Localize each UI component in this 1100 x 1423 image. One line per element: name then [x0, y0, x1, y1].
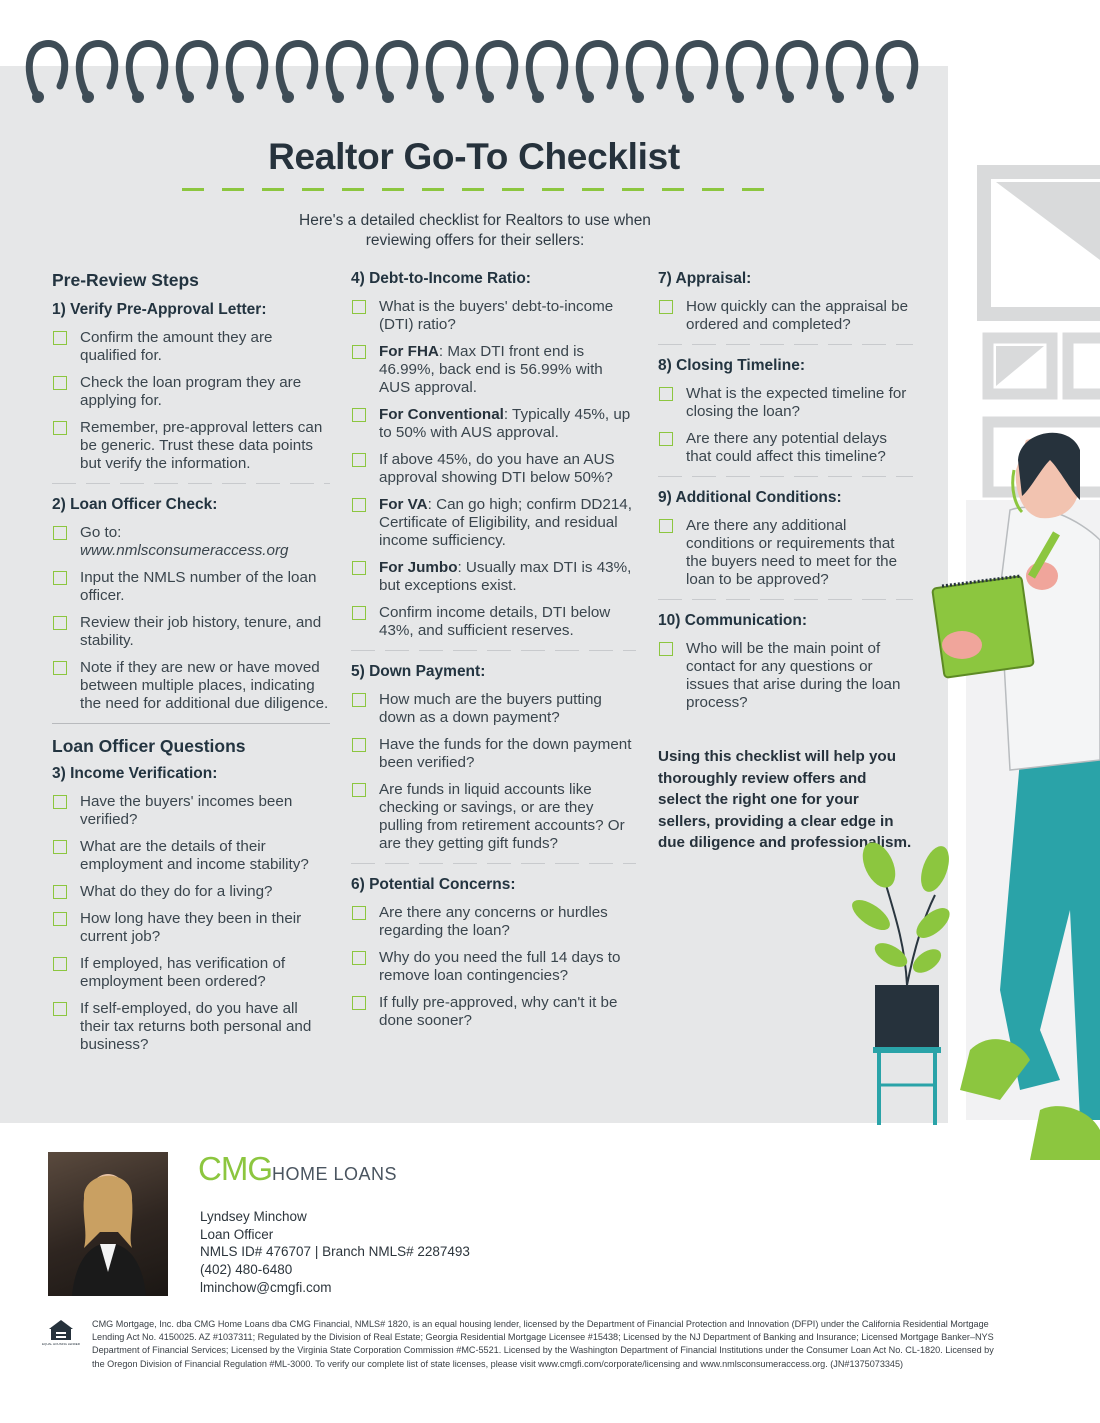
checkbox[interactable]	[659, 432, 673, 446]
checkbox[interactable]	[352, 408, 366, 422]
checklist-item: For VA: Can go high; confirm DD214, Certificate of Eligibility, and residual income sufficiency.	[351, 496, 636, 550]
checklist-item: What do they do for a living?	[52, 883, 330, 901]
checkbox[interactable]	[352, 738, 366, 752]
checklist-item: If employed, has verification of employment been ordered?	[52, 955, 330, 991]
binding-ring	[229, 44, 264, 94]
binding-ring	[479, 44, 514, 94]
binding-hole	[282, 91, 294, 103]
woman-with-clipboard-illustration	[930, 430, 1100, 1160]
checkbox[interactable]	[352, 783, 366, 797]
checkbox[interactable]	[53, 885, 67, 899]
checkbox[interactable]	[53, 421, 67, 435]
heading-appraisal: 7) Appraisal:	[658, 270, 752, 287]
checklist-item: If above 45%, do you have an AUS approval showing DTI below 50%?	[351, 451, 636, 487]
binding-hole	[82, 91, 94, 103]
binding-hole	[582, 91, 594, 103]
binding-ring	[279, 44, 314, 94]
checklist-item: For Jumbo: Usually max DTI is 43%, but exceptions exist.	[351, 559, 636, 595]
heading-loan-officer-check: 2) Loan Officer Check:	[52, 496, 218, 513]
svg-text:EQUAL HOUSING LENDER: EQUAL HOUSING LENDER	[42, 1342, 80, 1346]
checklist-item: What is the expected timeline for closing the loan?	[658, 385, 913, 421]
checkbox[interactable]	[53, 331, 67, 345]
checkbox[interactable]	[352, 561, 366, 575]
binding-ring	[729, 44, 764, 94]
binding-hole	[32, 91, 44, 103]
checklist-item: Are there any concerns or hurdles regarding the loan?	[351, 904, 636, 940]
checkbox[interactable]	[53, 795, 67, 809]
dashed-divider	[351, 863, 636, 864]
heading-dti-ratio: 4) Debt-to-Income Ratio:	[351, 270, 531, 287]
binding-hole	[432, 91, 444, 103]
checkbox[interactable]	[659, 300, 673, 314]
section-title-pre-review: Pre-Review Steps	[52, 270, 199, 290]
checklist-item: Go to: www.nmlsconsumeraccess.org	[52, 524, 330, 560]
binding-ring	[429, 44, 464, 94]
potted-plant-illustration	[835, 835, 945, 1125]
binding-ring	[829, 44, 864, 94]
binding-ring	[629, 44, 664, 94]
checkbox[interactable]	[352, 693, 366, 707]
binding-ring	[579, 44, 614, 94]
heading-additional-conditions: 9) Additional Conditions:	[658, 489, 842, 506]
section-title-loan-officer-questions: Loan Officer Questions	[52, 736, 246, 756]
page-title: Realtor Go-To Checklist	[268, 136, 680, 177]
binding-hole	[332, 91, 344, 103]
checklist-item: How long have they been in their current job?	[52, 910, 330, 946]
checkbox[interactable]	[352, 498, 366, 512]
binding-hole	[682, 91, 694, 103]
binding-ring	[79, 44, 114, 94]
checklist-item: Review their job history, tenure, and stability.	[52, 614, 330, 650]
checkbox[interactable]	[53, 376, 67, 390]
binding-hole	[782, 91, 794, 103]
checklist-item: Remember, pre-approval letters can be generic. Trust these data points but verify the information.	[52, 419, 330, 473]
closing-statement: Using this checklist will help you thoroughly review offers and select the right one for your sellers, providing a clear edge in due diligence and professionalism.	[658, 748, 912, 851]
binding-hole	[482, 91, 494, 103]
checklist-item: How quickly can the appraisal be ordered and completed?	[658, 298, 913, 334]
checklist-item: How much are the buyers putting down as a down payment?	[351, 691, 636, 727]
checkbox[interactable]	[53, 840, 67, 854]
nmls-url[interactable]: www.nmlsconsumeraccess.org	[80, 542, 289, 559]
checklist-item: Who will be the main point of contact for any questions or issues that arise during the loan process?	[658, 640, 913, 712]
checkbox[interactable]	[53, 661, 67, 675]
dashed-divider	[52, 483, 330, 484]
title-dashed-divider	[182, 188, 772, 191]
checkbox[interactable]	[53, 912, 67, 926]
checkbox[interactable]	[53, 526, 67, 540]
checklist-item: Confirm income details, DTI below 43%, and sufficient reserves.	[351, 604, 636, 640]
dashed-divider	[658, 599, 913, 600]
contact-block	[200, 1208, 470, 1297]
checkbox[interactable]	[659, 387, 673, 401]
heading-income-verification: 3) Income Verification:	[52, 765, 218, 782]
column-1	[52, 270, 330, 1063]
binding-hole	[232, 91, 244, 103]
binding-hole	[532, 91, 544, 103]
cmg-home-loans-logo: CMGHOME LOANS	[198, 1150, 398, 1187]
dashed-divider	[658, 344, 913, 345]
checklist-item: Check the loan program they are applying for.	[52, 374, 330, 410]
checklist-item: Have the buyers' incomes been verified?	[52, 793, 330, 829]
binding-ring	[179, 44, 214, 94]
column-3	[658, 270, 913, 854]
officer-name: Lyndsey Minchow	[200, 1209, 307, 1224]
checkbox[interactable]	[352, 996, 366, 1010]
phone-number[interactable]: (402) 480-6480	[200, 1262, 293, 1278]
checkbox[interactable]	[53, 1002, 67, 1016]
checklist-item: Are there any additional conditions or requirements that the buyers need to meet for the loan to be approved?	[658, 517, 913, 589]
checkbox[interactable]	[53, 571, 67, 585]
checkbox[interactable]	[352, 606, 366, 620]
heading-closing-timeline: 8) Closing Timeline:	[658, 357, 805, 374]
dashed-divider	[658, 476, 913, 477]
binding-ring	[879, 44, 914, 94]
checkbox[interactable]	[659, 519, 673, 533]
spiral-binding	[22, 34, 932, 106]
binding-hole	[132, 91, 144, 103]
heading-communication: 10) Communication:	[658, 612, 807, 629]
checkbox[interactable]	[352, 453, 366, 467]
binding-ring	[129, 44, 164, 94]
checkbox[interactable]	[352, 345, 366, 359]
binding-ring	[779, 44, 814, 94]
binding-hole	[182, 91, 194, 103]
officer-role: Loan Officer	[200, 1226, 274, 1242]
column-2	[351, 270, 636, 1039]
checklist-item: Why do you need the full 14 days to remove loan contingencies?	[351, 949, 636, 985]
checklist-item: Confirm the amount they are qualified for.	[52, 329, 330, 365]
checklist-item: If self-employed, do you have all their tax returns both personal and business?	[52, 1000, 330, 1054]
binding-ring	[679, 44, 714, 94]
checkbox[interactable]	[352, 300, 366, 314]
checkbox[interactable]	[659, 642, 673, 656]
checklist-item: If fully pre-approved, why can't it be done sooner?	[351, 994, 636, 1030]
checklist-item: For FHA: Max DTI front end is 46.99%, back end is 56.99% with AUS approval.	[351, 343, 636, 397]
heading-verify-pre-approval: 1) Verify Pre-Approval Letter:	[52, 301, 267, 318]
intro-text: Here's a detailed checklist for Realtors to use when reviewing offers for their sellers:	[299, 212, 651, 249]
email-address[interactable]: lminchow@cmgfi.com	[200, 1279, 332, 1295]
checkbox[interactable]	[53, 957, 67, 971]
equal-housing-lender-icon	[42, 1318, 80, 1346]
checkbox[interactable]	[352, 951, 366, 965]
binding-hole	[632, 91, 644, 103]
binding-ring	[379, 44, 414, 94]
binding-ring	[529, 44, 564, 94]
binding-hole	[732, 91, 744, 103]
dashed-divider	[351, 650, 636, 651]
heading-potential-concerns: 6) Potential Concerns:	[351, 876, 516, 893]
binding-hole	[382, 91, 394, 103]
binding-hole	[882, 91, 894, 103]
legal-disclaimer: CMG Mortgage, Inc. dba CMG Home Loans dba CMG Financial, NMLS# 1820, is an equal housing lender, licensed by the Department of Financial Protection and Innovation (DFPI) under the California Residential Mortgage Lending Act No. 4150025. AZ #1037311; Regulated by the Division of Real Estate; Georgia Residential Mortgage Licensee #15438; Licensed by the NJ Department of Banking and Insurance; Licensed Mortgage Banker–NYS Department of Financial Services; Licensed by the Virginia State Corporation Commission #MC-5521. Licensed by the Washington Department of Financial Institutions under the Consumer Loan Act No. CL-1820. Licensed by the Oregon Division of Financial Regulation #ML-3000. To verify our complete list of state licenses, please visit www.cmgfi.com/corporate/licensing and www.nmlsconsumeraccess.org. (JN#1375073345)	[92, 1319, 994, 1369]
solid-divider	[52, 723, 330, 724]
heading-down-payment: 5) Down Payment:	[351, 663, 486, 680]
checklist-item: What are the details of their employment and income stability?	[52, 838, 330, 874]
checkbox[interactable]	[352, 906, 366, 920]
checklist-item: For Conventional: Typically 45%, up to 50% with AUS approval.	[351, 406, 636, 442]
checklist-item: What is the buyers' debt-to-income (DTI) ratio?	[351, 298, 636, 334]
checklist-item: Are there any potential delays that could affect this timeline?	[658, 430, 913, 466]
nmls-ids: NMLS ID# 476707 | Branch NMLS# 2287493	[200, 1244, 470, 1260]
checklist-item: Have the funds for the down payment been verified?	[351, 736, 636, 772]
checklist-item: Are funds in liquid accounts like checking or savings, or are they pulling from retirement accounts? Or are they getting gift funds?	[351, 781, 636, 853]
binding-ring	[329, 44, 364, 94]
checklist-item: Input the NMLS number of the loan officer.	[52, 569, 330, 605]
checklist-item: Note if they are new or have moved between multiple places, indicating the need for additional due diligence.	[52, 659, 330, 713]
binding-hole	[832, 91, 844, 103]
checkbox[interactable]	[53, 616, 67, 630]
loan-officer-photo	[48, 1152, 168, 1296]
binding-ring	[29, 44, 64, 94]
